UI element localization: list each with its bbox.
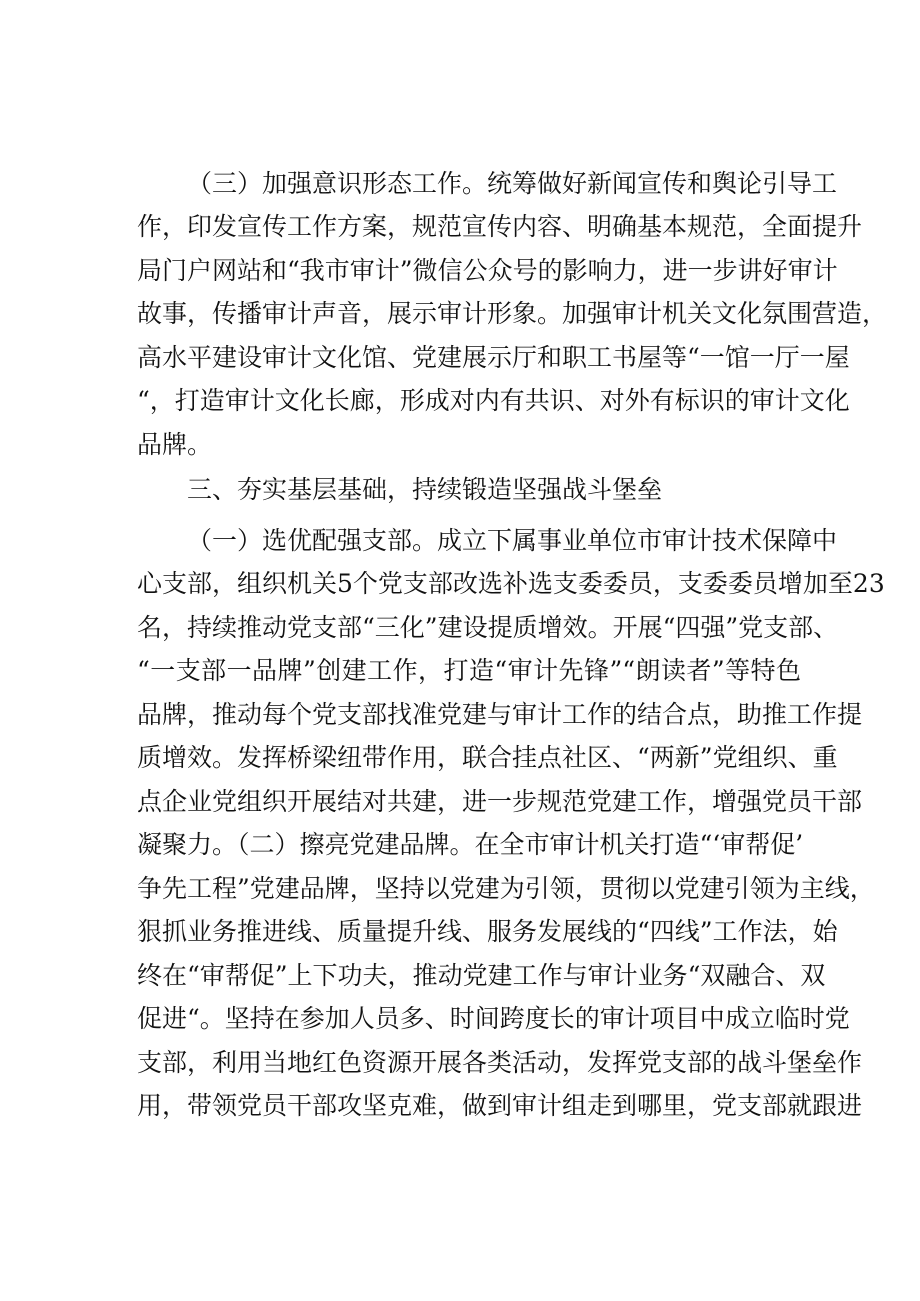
paragraph-2-line: 质增效。发挥桥梁纽带作用，联合挂点社区、“两新”党组织、重 <box>137 743 838 772</box>
paragraph-2-line: 支部，利用当地红色资源开展各类活动，发挥党支部的战斗堡垒作 <box>137 1048 863 1077</box>
paragraph-1-line: 高水平建设审计文化馆、党建展示厅和职工书屋等“一馆一厅一屋 <box>137 343 850 372</box>
paragraph-1-line: 作，印发宣传工作方案，规范宣传内容、明确基本规范，全面提升 <box>137 212 863 241</box>
paragraph-2-line: 点企业党组织开展结对共建，进一步规范党建工作，增强党员干部 <box>137 787 863 816</box>
paragraph-2-line: 争先工程”党建品牌，坚持以党建为引领，贯彻以党建引领为主线， <box>137 874 875 903</box>
paragraph-2-line: 终在“审帮促”上下功夫，推动党建工作与审计业务“双融合、双 <box>137 961 826 990</box>
paragraph-2-line: 名，持续推动党支部“三化”建设提质增效。开展“四强”党支部、 <box>137 613 839 642</box>
paragraph-2-line: 用，带领党员干部攻坚克难，做到审计组走到哪里，党支部就跟进 <box>137 1091 863 1120</box>
paragraph-2-line: “一支部一品牌”创建工作，打造“审计先锋”“朗读者”等特色 <box>137 656 801 685</box>
paragraph-2-line: 品牌，推动每个党支部找准党建与审计工作的结合点，助推工作提 <box>137 700 863 729</box>
paragraph-1-line: “，打造审计文化长廊，形成对内有共识、对外有标识的审计文化 <box>137 386 850 415</box>
paragraph-1-line: 品牌。 <box>137 430 213 459</box>
paragraph-2-line: （一）选优配强支部。成立下属事业单位市审计技术保障中 <box>187 526 838 555</box>
paragraph-2-line: 凝聚力。（二）擦亮党建品牌。在全市审计机关打造“‘审帮促’ <box>137 830 804 859</box>
paragraph-2-line: 心支部，组织机关5个党支部改选补选支委委员，支委委员增加至23 <box>137 569 885 598</box>
paragraph-2-line: 狠抓业务推进线、质量提升线、服务发展线的“四线”工作法，始 <box>137 917 838 946</box>
paragraph-1-line: 局门户网站和“我市审计”微信公众号的影响力，进一步讲好审计 <box>137 256 838 285</box>
paragraph-1-line: 故事，传播审计声音，展示审计形象。加强审计机关文化氛围营造， <box>137 299 888 328</box>
paragraph-2-line: 促进“。坚持在参加人员多、时间跨度长的审计项目中成立临时党 <box>137 1004 850 1033</box>
section-heading: 三、夯实基层基础，持续锻造坚强战斗堡垒 <box>187 475 663 504</box>
paragraph-1-line: （三）加强意识形态工作。统筹做好新闻宣传和舆论引导工 <box>187 169 838 198</box>
